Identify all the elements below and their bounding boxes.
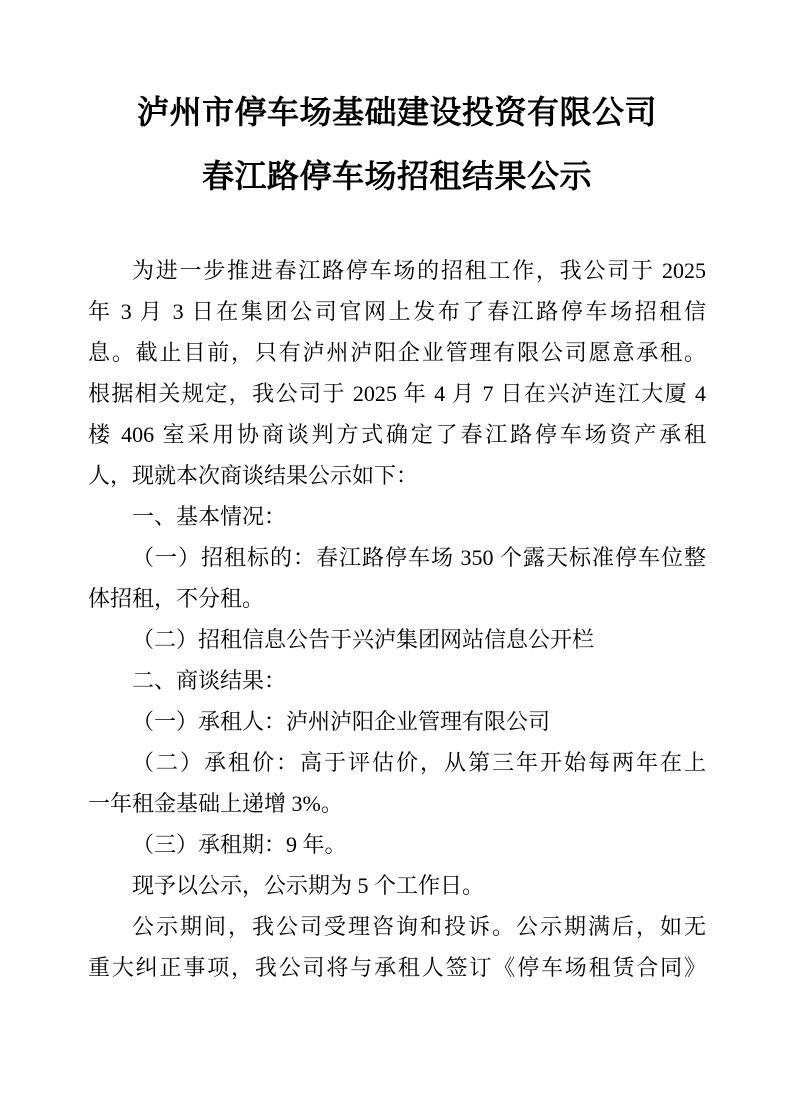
body-line: （一）承租人：泸州泸阳企业管理有限公司 bbox=[132, 709, 551, 734]
body-line: 体招租，不分租。 bbox=[88, 586, 265, 611]
body-line: 现予以公示，公示期为 5 个工作日。 bbox=[132, 873, 485, 898]
body-line: （一）招租标的：春江路停车场 350 个露天标准停车位整 bbox=[132, 545, 706, 570]
body-line: 公示期间，我公司受理咨询和投诉。公示期满后，如无 bbox=[132, 914, 706, 939]
document-title-line-1: 泸州市停车场基础建设投资有限公司 bbox=[136, 94, 657, 130]
document-title-line-2: 春江路停车场招租结果公示 bbox=[201, 158, 592, 194]
body-line: 为进一步推进春江路停车场的招租工作，我公司于 2025 bbox=[132, 258, 706, 283]
body-line: 年 3 月 3 日在集团公司官网上发布了春江路停车场招租信 bbox=[88, 299, 706, 324]
body-line: 重大纠正事项，我公司将与承租人签订《停车场租赁合同》 bbox=[88, 955, 706, 980]
body-line: （二）招租信息公告于兴泸集团网站信息公开栏 bbox=[132, 627, 595, 652]
body-line: 一年租金基础上递增 3%。 bbox=[88, 791, 343, 816]
body-line: 楼 406 室采用协商谈判方式确定了春江路停车场资产承租 bbox=[88, 422, 706, 447]
body-line: 根据相关规定，我公司于 2025 年 4 月 7 日在兴泸连江大厦 4 bbox=[88, 381, 706, 406]
body-line: 一、基本情况： bbox=[132, 504, 287, 529]
document-title bbox=[0, 0, 794, 208]
body-line: 二、商谈结果： bbox=[132, 668, 287, 693]
document-body bbox=[88, 250, 706, 988]
body-line: 人，现就本次商谈结果公示如下： bbox=[88, 463, 419, 488]
body-line: （二）承租价：高于评估价，从第三年开始每两年在上 bbox=[132, 750, 706, 775]
body-line: 息。截止目前，只有泸州泸阳企业管理有限公司愿意承租。 bbox=[88, 340, 706, 365]
body-line: （三）承租期：9 年。 bbox=[132, 832, 347, 857]
